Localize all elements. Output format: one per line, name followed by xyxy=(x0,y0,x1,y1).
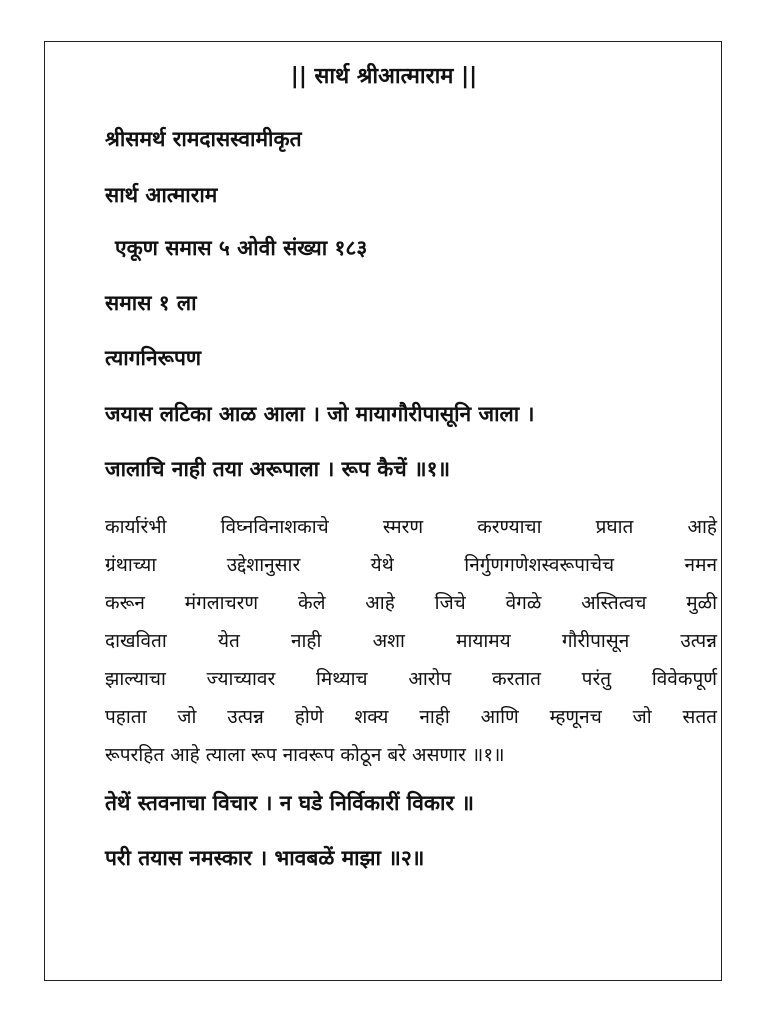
commentary-line: पहाता जो उत्पन्न होणे शक्य नाही आणि म्हणूनच जो सतत xyxy=(105,706,717,728)
chapter-heading: समास १ ला xyxy=(105,291,197,315)
verse-2-line-1: तेथें स्तवनाचा विचार । न घडे निर्विकारीं विकार ॥ xyxy=(105,791,474,815)
commentary-line: झाल्याचा ज्याच्यावर मिथ्याच आरोप करतात परंतु विवेकपूर्ण xyxy=(105,668,717,690)
summary-line: एकूण समास ५ ओवी संख्या १८३ xyxy=(115,236,368,260)
chapter-title: त्यागनिरूपण xyxy=(105,346,202,370)
commentary-line: कार्यारंभी विघ्नविनाशकाचे स्मरण करण्याचा प्रघात आहे xyxy=(105,516,717,538)
verse-1-line-2: जालाचि नाही तया अरूपाला । रूप कैचें ॥१॥ xyxy=(105,457,451,481)
verse-1-line-1: जयास लटिका आळ आला । जो मायागौरीपासूनि जाला । xyxy=(105,402,535,426)
commentary-line: ग्रंथाच्या उद्देशानुसार येथे निर्गुणगणेशस्वरूपाचेच नमन xyxy=(105,554,717,576)
page-frame xyxy=(44,41,722,981)
verse-2-line-2: परी तयास नमस्कार । भावबळें माझा ॥२॥ xyxy=(105,846,425,870)
commentary-line: करून मंगलाचरण केले आहे जिचे वेगळे अस्तित्वच मुळी xyxy=(105,592,717,614)
commentary-line: दाखविता येत नाही अशा मायामय गौरीपासून उत्पन्न xyxy=(105,630,717,652)
document-title: || सार्थ श्रीआत्माराम || xyxy=(290,64,478,89)
commentary-paragraph xyxy=(105,508,717,774)
author-line: श्रीसमर्थ रामदासस्वामीकृत xyxy=(105,127,302,151)
work-name: सार्थ आत्माराम xyxy=(105,183,218,207)
commentary-line: रूपरहित आहे त्याला रूप नावरूप कोठून बरे असणार ॥१॥ xyxy=(105,744,505,766)
